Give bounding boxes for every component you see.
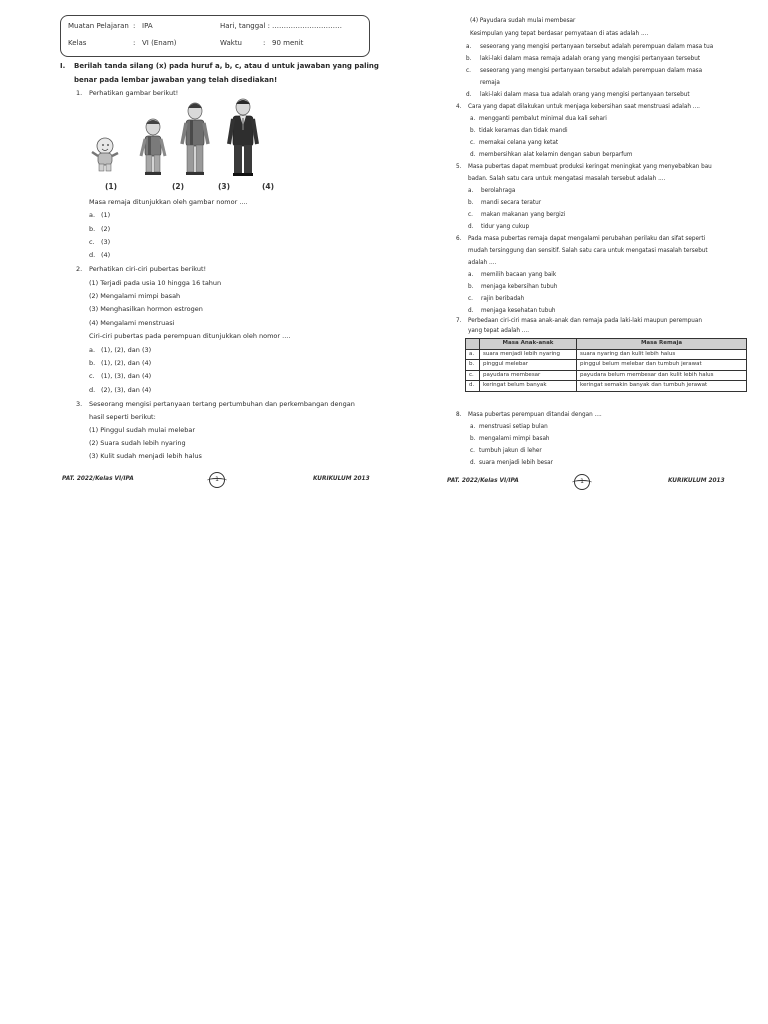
q3-option-letter: a. — [466, 44, 472, 50]
q5-option-letter: c. — [468, 212, 473, 218]
q8-option-text: menstruasi setiap bulan — [479, 424, 548, 430]
table-row — [466, 360, 747, 371]
q3-option-text-cont: remaja — [480, 80, 500, 86]
q2-option-letter: b. — [89, 359, 96, 367]
table-cell: payudara membesar — [480, 370, 577, 381]
q3-item-4: (4) Payudara sudah mulai membesar — [470, 18, 576, 24]
class-sep: : — [133, 39, 136, 47]
q2-option-letter: c. — [89, 372, 95, 380]
q5-option-letter: a. — [468, 188, 474, 194]
subject-value: IPA — [142, 22, 153, 30]
table-header-cell — [466, 339, 480, 350]
time-value: 90 menit — [272, 39, 304, 47]
comparison-table — [465, 338, 747, 392]
q3-option-text: laki-laki dalam masa tua adalah orang yang mengisi pertanyaan tersebut — [480, 92, 690, 98]
class-label: Kelas — [68, 39, 87, 47]
table-cell: payudara belum membesar dan kulit lebih halus — [577, 370, 747, 381]
q4-option-text: mengganti pembalut minimal dua kali sehari — [479, 116, 607, 122]
table-cell: pinggul belum melebar dan tumbuh jerawat — [577, 360, 747, 371]
q6-option-letter: a. — [468, 272, 474, 278]
q2-item: (4) Mengalami menstruasi — [89, 319, 175, 327]
q2-option-letter: d. — [89, 386, 96, 394]
q6-option-text: rajin beribadah — [481, 296, 525, 302]
date-label: Hari, tanggal : — [220, 22, 271, 30]
q3-option-letter: c. — [466, 68, 471, 74]
q8-option-letter: a. — [470, 424, 476, 430]
baby-figure — [92, 138, 118, 171]
growth-stages-illustration — [85, 98, 270, 180]
table-row — [466, 381, 747, 392]
q8-option-letter: c. — [470, 448, 475, 454]
q5-option-text: mandi secara teratur — [481, 200, 542, 206]
q1-option-text: (4) — [101, 251, 111, 259]
time-sep: : — [263, 39, 266, 47]
q5-line-1: Masa pubertas dapat membuat produksi keringat meningkat yang menyebabkan bau — [468, 164, 712, 170]
figure-label-2: (2) — [172, 182, 185, 191]
footer-left: PAT. 2022/Kelas VI/IPA — [62, 476, 134, 482]
q3-item: (1) Pinggul sudah mulai melebar — [89, 426, 196, 434]
q4-option-text: memakai celana yang ketat — [479, 140, 559, 146]
instruction-line-1: Berilah tanda silang (x) pada huruf a, b, c, atau d untuk jawaban yang paling — [74, 62, 379, 70]
q2-item: (2) Mengalami mimpi basah — [89, 292, 181, 300]
q1-option-text: (2) — [101, 225, 111, 233]
q8-option-text: mengalami mimpi basah — [479, 436, 550, 442]
q3-line-2: hasil seperti berikut: — [89, 413, 156, 421]
table-cell: c. — [466, 370, 480, 381]
q5-option-letter: d. — [468, 224, 474, 230]
q4-option-letter: c. — [470, 140, 475, 146]
q8-number: 8. — [456, 412, 462, 418]
q2-number: 2. — [76, 265, 83, 273]
table-cell: pinggul melebar — [480, 360, 577, 371]
footer-left: PAT. 2022/Kelas VI/IPA — [447, 478, 519, 484]
q5-number: 5. — [456, 164, 462, 170]
q3-option-text: seseorang yang mengisi pertanyaan tersebut adalah perempuan dalam masa tua — [480, 44, 714, 50]
q2-question: Ciri-ciri pubertas pada perempuan ditunjukkan oleh nomor .... — [89, 332, 291, 340]
q1-option-letter: a. — [89, 211, 96, 219]
footer-right: KURIKULUM 2013 — [313, 476, 370, 482]
q2-item: (3) Menghasilkan hormon estrogen — [89, 305, 203, 313]
table-cell: keringat semakin banyak dan tumbuh jerawat — [577, 381, 747, 392]
footer-right: KURIKULUM 2013 — [668, 478, 725, 484]
adult-figure — [229, 99, 257, 176]
subject-label: Muatan Pelajaran — [68, 22, 129, 30]
q1-option-letter: c. — [89, 238, 95, 246]
q1-prompt: Perhatikan gambar berikut! — [89, 89, 179, 97]
figure-label-1: (1) — [105, 182, 118, 191]
q2-option-text: (1), (2), dan (4) — [101, 359, 152, 367]
q6-line-2: mudah tersinggung dan sensitif. Salah satu cara untuk mengatasi masalah tersebut — [468, 248, 708, 254]
instruction-line-2: benar pada lembar jawaban yang telah disediakan! — [74, 76, 278, 84]
table-row — [466, 349, 747, 360]
q7-line-2: yang tepat adalah .... — [468, 328, 530, 334]
q4-option-letter: d. — [470, 152, 476, 158]
q3-question: Kesimpulan yang tepat berdasar pernyataan di atas adalah .... — [470, 31, 649, 37]
table-cell: suara nyaring dan kulit lebih halus — [577, 349, 747, 360]
table-cell: a. — [466, 349, 480, 360]
q1-option-letter: d. — [89, 251, 96, 259]
q7-number: 7. — [456, 318, 462, 324]
q3-line-1: Seseorang mengisi pertanyaan tertang pertumbuhan dan perkembangan dengan — [89, 400, 355, 408]
instruction-number: I. — [60, 62, 66, 70]
page-number: 1 — [574, 474, 590, 490]
q5-line-2: badan. Salah satu cara untuk mengatasi masalah tersebut adalah .... — [468, 176, 666, 182]
table-row — [466, 370, 747, 381]
q1-option-text: (3) — [101, 238, 111, 246]
q4-option-letter: b. — [470, 128, 476, 134]
q6-option-text: menjaga kebersihan tubuh — [481, 284, 558, 290]
q8-question: Masa pubertas perempuan ditandai dengan .... — [468, 412, 602, 418]
figure-label-4: (4) — [262, 182, 275, 191]
q3-option-text: laki-laki dalam masa remaja adalah orang yang mengisi pertanyaan tersebut — [480, 56, 701, 62]
class-value: VI (Enam) — [142, 39, 177, 47]
q6-line-3: adalah .... — [468, 260, 497, 266]
page-number: 1 — [209, 472, 225, 488]
table-cell: keringat belum banyak — [480, 381, 577, 392]
time-label: Waktu — [220, 39, 242, 47]
q2-option-text: (1), (3), dan (4) — [101, 372, 152, 380]
table-cell: b. — [466, 360, 480, 371]
q4-question: Cara yang dapat dilakukan untuk menjaga kebersihan saat menstruasi adalah .... — [468, 104, 700, 110]
child-figure — [141, 119, 165, 175]
left-page — [0, 0, 384, 495]
q2-item: (1) Terjadi pada usia 10 hingga 16 tahun — [89, 279, 222, 287]
q6-number: 6. — [456, 236, 462, 242]
q5-option-text: makan makanan yang bergizi — [481, 212, 566, 218]
q3-option-letter: b. — [466, 56, 472, 62]
q6-option-text: memilih bacaan yang baik — [481, 272, 557, 278]
q2-prompt: Perhatikan ciri-ciri pubertas berikut! — [89, 265, 207, 273]
q8-option-text: suara menjadi lebih besar — [479, 460, 553, 466]
q1-question: Masa remaja ditunjukkan oleh gambar nomor .... — [89, 198, 248, 206]
q3-option-text: seseorang yang mengisi pertanyaan tersebut adalah perempuan dalam masa — [480, 68, 703, 74]
table-header-cell: Masa Anak-anak — [480, 339, 577, 350]
table-cell: suara menjadi lebih nyaring — [480, 349, 577, 360]
q4-option-text: membersihkan alat kelamin dengan sabun berparfum — [479, 152, 633, 158]
q3-item: (3) Kulit sudah menjadi lebih halus — [89, 452, 202, 460]
q2-option-text: (1), (2), dan (3) — [101, 346, 152, 354]
q3-item: (2) Suara sudah lebih nyaring — [89, 439, 186, 447]
subject-sep: : — [133, 22, 136, 30]
figure-label-3: (3) — [218, 182, 231, 191]
q4-option-letter: a. — [470, 116, 476, 122]
q4-number: 4. — [456, 104, 462, 110]
q7-line-1: Perbedaan ciri-ciri masa anak-anak dan remaja pada laki-laki maupun perempuan — [468, 318, 702, 324]
q6-line-1: Pada masa pubertas remaja dapat mengalami perubahan perilaku dan sifat seperti — [468, 236, 706, 242]
q6-option-letter: d. — [468, 308, 474, 314]
table-header-cell: Masa Remaja — [577, 339, 747, 350]
q8-option-text: tumbuh jakun di leher — [479, 448, 542, 454]
q8-option-letter: b. — [470, 436, 476, 442]
table-header-row — [466, 339, 747, 350]
q2-option-text: (2), (3), dan (4) — [101, 386, 152, 394]
q6-option-letter: c. — [468, 296, 473, 302]
q1-option-text: (1) — [101, 211, 111, 219]
q3-number: 3. — [76, 400, 83, 408]
q2-option-letter: a. — [89, 346, 96, 354]
q3-option-letter: d. — [466, 92, 472, 98]
q6-option-text: menjaga kesehatan tubuh — [481, 308, 556, 314]
q8-option-letter: d. — [470, 460, 476, 466]
q5-option-text: tidur yang cukup — [481, 224, 530, 230]
q4-option-text: tidak keramas dan tidak mandi — [479, 128, 568, 134]
date-value: ………………………… — [272, 22, 342, 30]
q5-option-letter: b. — [468, 200, 474, 206]
q6-option-letter: b. — [468, 284, 474, 290]
teen-figure — [182, 103, 208, 175]
q1-option-letter: b. — [89, 225, 96, 233]
table-cell: d. — [466, 381, 480, 392]
q1-number: 1. — [76, 89, 83, 97]
q5-option-text: berolahraga — [481, 188, 516, 194]
